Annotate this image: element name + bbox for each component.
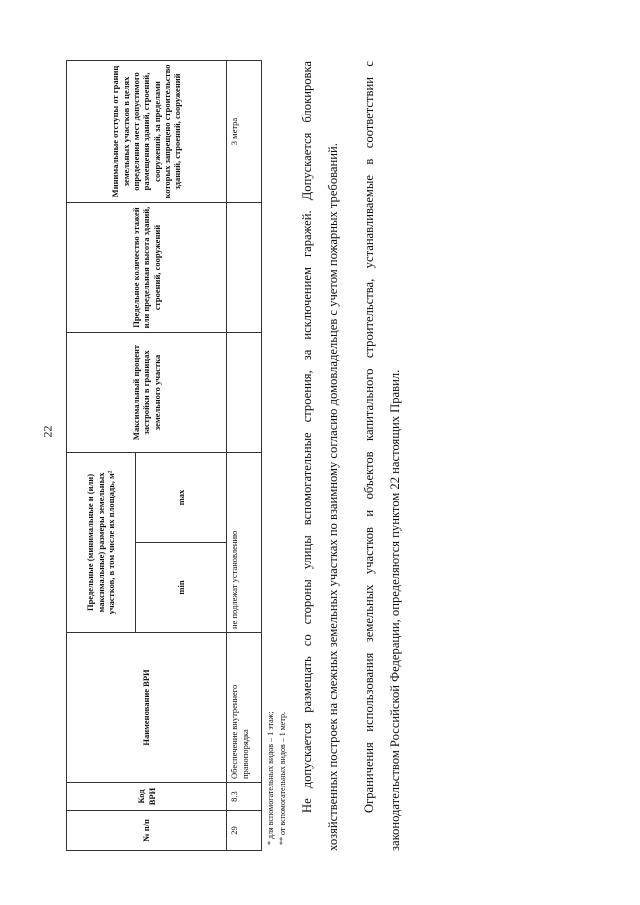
header-num: № п/п [67,811,227,851]
cell-code: 8.3 [227,783,262,811]
header-size-min: min [136,543,227,633]
header-size-max: max [136,453,227,543]
table-row [227,61,262,851]
cell-floors [227,203,262,333]
header-code: Код ВРИ [67,783,227,811]
cell-setback: 3 метра [227,61,262,203]
cell-size: не подлежат установлению [227,453,262,633]
body-text [294,61,408,851]
header-size: Предельные (минимальные и (или) максимальные) размеры земельных участков, в том числе их площадь, м² [67,453,136,633]
cell-num: 29 [227,811,262,851]
content-block [66,61,408,851]
header-name: Наименование ВРИ [67,633,227,783]
paragraph-1: Не допускается размещать со стороны улицы вспомогательные строения, за исключением гаражей. Допускается блокировка хозяйственных построек на смежных земельных участках по взаимному согласию домовладельцев с учетом пожарных требований. [300,61,341,851]
header-floors: Предельное количество этажей или предельная высота зданий, строений, сооружений [67,203,227,333]
page-number: 22 [40,425,55,438]
paragraph-2: Ограничения использования земельных участков и объектов капитального строительства, устанавливаемые в соответствии с законодательством Российской Федерации, определяются пунктом 22 настоящих Правил. [362,61,403,851]
header-setback: Минимальные отступы от границ земельных участков в целях определения мест допустимого размещения зданий, строений, сооружений, за пределами которых запрещено строительство зданий, строений, сооружений [67,61,227,203]
cell-build-percent [227,333,262,453]
header-build-percent: Максимальный процент застройки в границах земельного участка [67,333,227,453]
cell-name: Обеспечение внутреннего правопорядка [227,633,262,783]
zoning-table [66,60,262,851]
footnotes [265,61,288,851]
rotated-content [0,55,560,905]
footnote-2: ** от вспомогательных видов – 1 метр. [277,712,287,845]
footnote-1: * для вспомогательных видов – 1 этаж; [266,711,275,845]
table-header-row [67,61,136,851]
